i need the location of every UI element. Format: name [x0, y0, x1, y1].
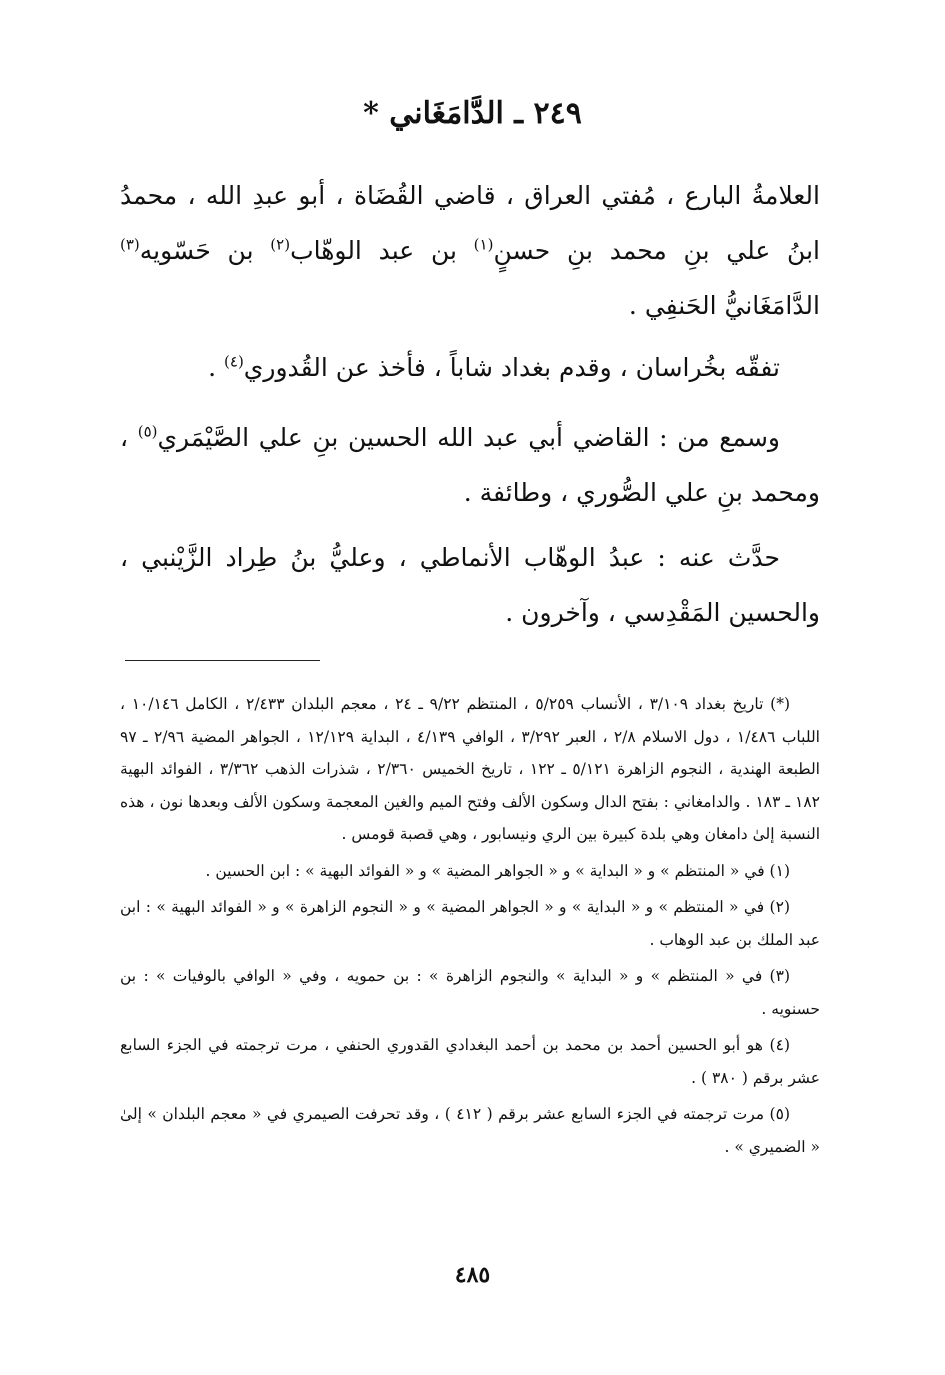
footnote-marker-3: (٣) [120, 235, 140, 254]
footnote-separator [125, 660, 320, 661]
footnote-sources: (*) تاريخ بغداد ٣/١٠٩ ، الأنساب ٥/٢٥٩ ، المنتظم ٩/٢٢ ـ ٢٤ ، معجم البلدان ٢/٤٣٣ ، الكامل ١٠/١٤٦ ، اللباب ١/٤٨٦ ، دول الاسلام ٢/٨ ، العبر ٣/٢٩٢ ، الوافي ٤/١٣٩ ، البداية ١٢/١٢٩ ، الجواهر المضية ٢/٩٦ ـ ٩٧ الطبعة الهندية ، النجوم الزاهرة ٥/١٢١ ـ ١٢٢ ، تاريخ الخميس ٢/٣٦٠ ، شذرات الذهب ٣/٣٦٢ ، الفوائد البهية ١٨٢ ـ ١٨٣ . والدامغاني : بفتح الدال وسكون الألف وفتح الميم والغين المعجمة وسكون الألف وبعدها نون ، هذه النسبة إلىٰ دامغان وهي بلدة كبيرة بين الري ونيسابور ، وهي قصبة قومس . [120, 695, 820, 843]
biography-paragraph-students: حدَّث عنه : عبدُ الوهّاب الأنماطي ، وعليُّ بنُ طِراد الزَّيْنبي ، والحسين المَقْدِسي ، وآخرون . [120, 543, 820, 627]
text-run: بن حَسّويه [139, 236, 271, 265]
text-run: . [208, 353, 225, 382]
footnote-5: (٥) مرت ترجمته في الجزء السابع عشر برقم ( ٤١٢ ) ، وقد تحرفت الصيمري في « معجم البلدان » إلىٰ « الضميري » . [120, 1105, 820, 1156]
text-run: تفقّه بخُراسان ، وقدم بغداد شاباً ، فأخذ عن القُدوري [243, 353, 780, 382]
biography-paragraph-teachers [120, 410, 820, 520]
footnote-4: (٤) هو أبو الحسين أحمد بن محمد بن أحمد البغدادي القدوري الحنفي ، مرت ترجمته في الجزء السابع عشر برقم ( ٣٨٠ ) . [120, 1036, 820, 1087]
footnote-1: (١) في « المنتظم » و « البداية » و « الجواهر المضية » و « الفوائد البهية » : ابن الحسين . [205, 861, 790, 880]
biography-paragraph-study [120, 340, 820, 395]
text-run: الدَّامَغَانيُّ الحَنفِي . [628, 291, 820, 320]
biography-paragraph-name [120, 168, 820, 333]
footnote-marker-2: (٢) [270, 235, 291, 254]
page-number: ٤٨٥ [454, 1262, 491, 1288]
text-run: العلامةُ البارع ، مُفتي العراق ، قاضي القُضَاة ، أبو عبدِ الله ، محمدُ ابنُ علي بنِ محمد بنِ حسنٍ [120, 181, 820, 265]
text-run: ، ومحمد بنِ علي الصُّوري ، وطائفة . [120, 423, 820, 507]
footnotes-section [120, 688, 820, 1163]
entry-title: ٢٤٩ ـ الدَّامَغَاني * [363, 96, 582, 131]
footnote-marker-5: (٥) [137, 422, 158, 441]
footnote-marker-1: (١) [473, 235, 494, 254]
footnote-2: (٢) في « المنتظم » و « البداية » و « الجواهر المضية » و « النجوم الزاهرة » و « الفوائد البهية » : ابن عبد الملك بن عبد الوهاب . [120, 898, 820, 949]
footnote-3: (٣) في « المنتظم » و « البداية » والنجوم الزاهرة » : بن حمويه ، وفي « الوافي بالوفيات » : بن حسنويه . [120, 967, 820, 1018]
footnote-marker-4: (٤) [224, 352, 244, 371]
text-run: وسمع من : القاضي أبي عبد الله الحسين بنِ علي الصَّيْمَري [157, 423, 781, 452]
text-run: بن عبد الوهّاب [290, 236, 474, 265]
